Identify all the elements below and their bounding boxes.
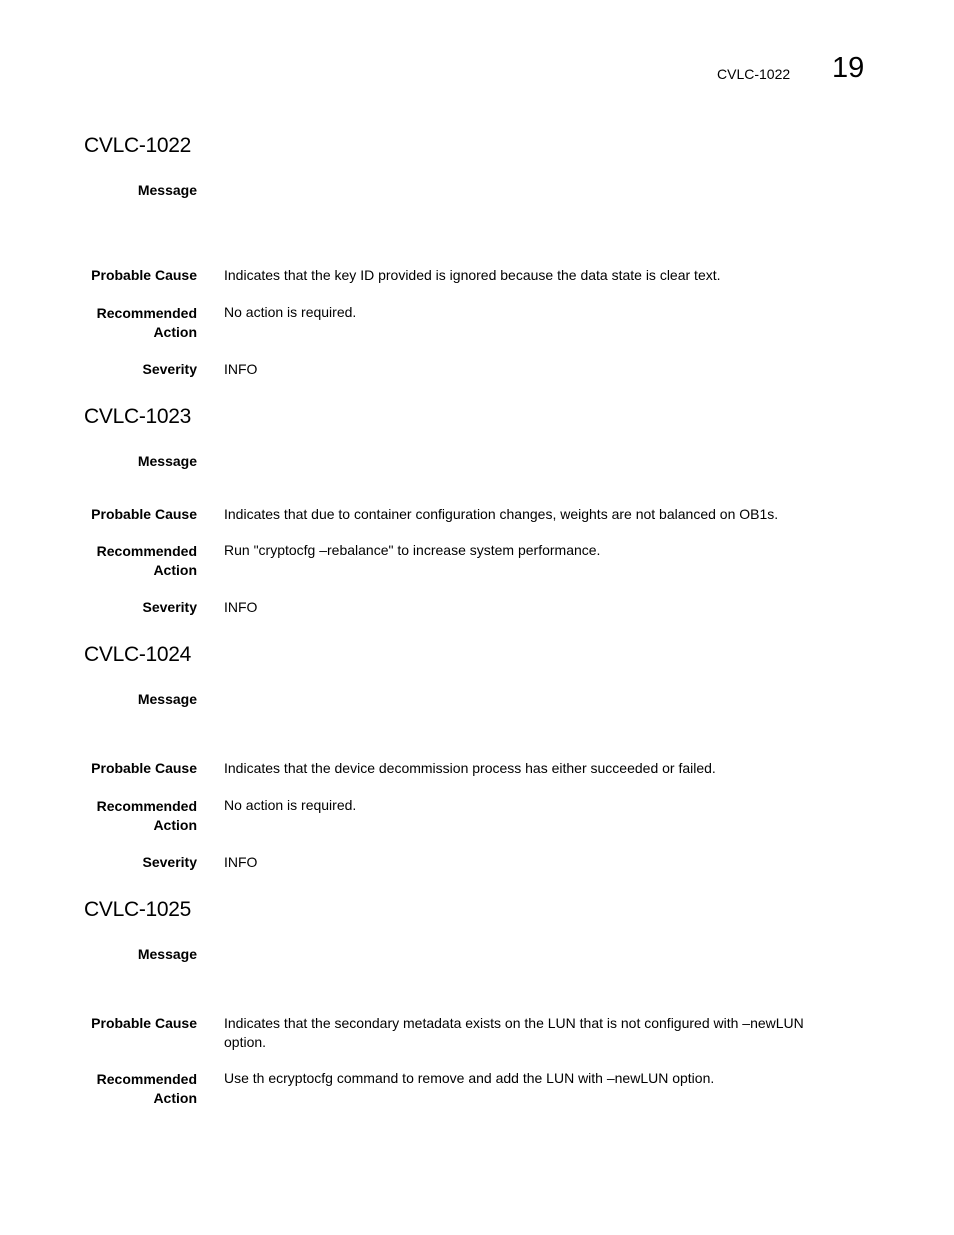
probable-cause-label: Probable Cause bbox=[91, 1015, 197, 1031]
message-label: Message bbox=[137, 691, 197, 707]
severity-value: INFO bbox=[224, 361, 258, 377]
recommended-action-label-line2: Action bbox=[153, 1090, 197, 1106]
recommended-action-text: Use th ecryptocfg command to remove and add the LUN with –newLUN option. bbox=[224, 1070, 715, 1086]
chapter-number: 19 bbox=[832, 52, 865, 84]
recommended-action-text: No action is required. bbox=[224, 797, 357, 813]
recommended-action-text: Run "cryptocfg –rebalance" to increase system performance. bbox=[224, 542, 601, 558]
entry-title: CVLC-1025 bbox=[84, 898, 192, 921]
probable-cause-text-line2: option. bbox=[224, 1034, 267, 1050]
severity-value: INFO bbox=[224, 854, 258, 870]
entry-title: CVLC-1022 bbox=[84, 134, 192, 157]
probable-cause-text: Indicates that due to container configuration changes, weights are not balanced on OB1s. bbox=[224, 506, 779, 522]
probable-cause-text: Indicates that the key ID provided is ignored because the data state is clear text. bbox=[224, 267, 721, 283]
message-label: Message bbox=[137, 946, 197, 962]
probable-cause-label: Probable Cause bbox=[91, 506, 197, 522]
severity-label: Severity bbox=[142, 854, 197, 870]
severity-label: Severity bbox=[142, 361, 197, 377]
recommended-action-label-line1: Recommended bbox=[96, 305, 197, 321]
recommended-action-label-line2: Action bbox=[153, 562, 197, 578]
recommended-action-label-line1: Recommended bbox=[96, 798, 197, 814]
severity-value: INFO bbox=[224, 599, 258, 615]
message-label: Message bbox=[137, 182, 197, 198]
probable-cause-text: Indicates that the device decommission process has either succeeded or failed. bbox=[224, 760, 716, 776]
probable-cause-label: Probable Cause bbox=[91, 267, 197, 283]
entry-title: CVLC-1024 bbox=[84, 643, 192, 666]
message-label: Message bbox=[137, 453, 197, 469]
recommended-action-label-line1: Recommended bbox=[96, 1071, 197, 1087]
recommended-action-label-line1: Recommended bbox=[96, 543, 197, 559]
severity-label: Severity bbox=[142, 599, 197, 615]
recommended-action-label-line2: Action bbox=[153, 817, 197, 833]
running-head-title: CVLC-1022 bbox=[717, 66, 791, 82]
probable-cause-text-line1: Indicates that the secondary metadata exists on the LUN that is not configured with –newLUN bbox=[224, 1015, 804, 1031]
recommended-action-text: No action is required. bbox=[224, 304, 357, 320]
recommended-action-label-line2: Action bbox=[153, 324, 197, 340]
probable-cause-label: Probable Cause bbox=[91, 760, 197, 776]
entry-title: CVLC-1023 bbox=[84, 405, 192, 428]
